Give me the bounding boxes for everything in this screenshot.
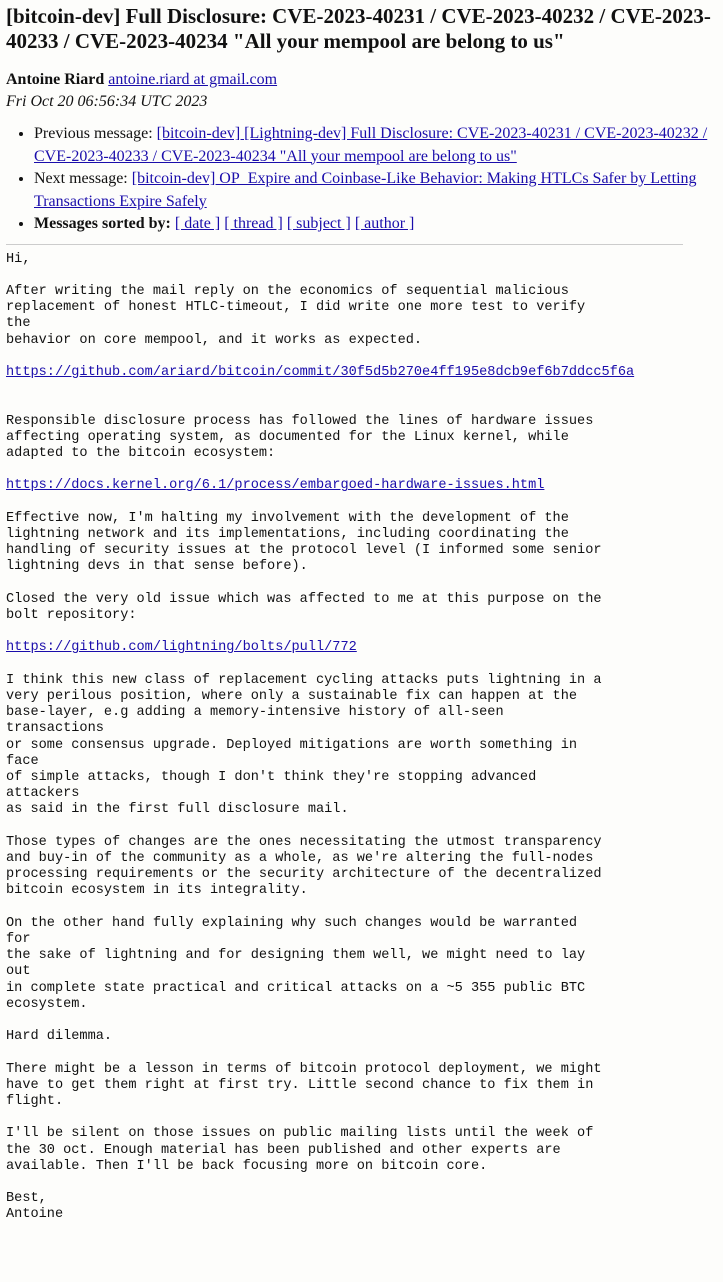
- body-paragraph-3: Effective now, I'm halting my involvement with the development of the lightning network and its implementations, including coordinating the handling of security issues at the protocol level (I informed some senior lightning devs in that sense before).: [6, 510, 602, 575]
- sort-options-item: [34, 213, 717, 236]
- sort-by-thread-link[interactable]: [ thread ]: [224, 215, 283, 232]
- header-divider: [6, 244, 683, 245]
- next-message-label: Next message:: [34, 170, 128, 187]
- sort-by-date-link[interactable]: [ date ]: [174, 215, 221, 232]
- previous-message-item: [34, 123, 717, 168]
- body-paragraph-6: Those types of changes are the ones necessitating the utmost transparency and buy-in of the community as a whole, as we're altering the full-nodes processing requirements or the security architecture of the decentralized bitcoin ecosystem in its integrality.: [6, 834, 602, 899]
- message-nav: [6, 123, 717, 236]
- body-paragraph-1: After writing the mail reply on the economics of sequential malicious replacement of honest HTLC-timeout, I did write one more test to verify the behavior on core mempool, and it works as expected.: [6, 283, 586, 348]
- author-name: Antoine Riard: [6, 71, 105, 88]
- previous-message-link[interactable]: [bitcoin-dev] [Lightning-dev] Full Disclosure: CVE-2023-40231 / CVE-2023-40232 / CVE-2023-40233 / CVE-2023-40234 "All your mempool are belong to us": [34, 125, 708, 165]
- body-link-bolts-pr[interactable]: https://github.com/lightning/bolts/pull/772: [6, 640, 357, 656]
- author-line: [6, 69, 717, 91]
- sort-label: Messages sorted by:: [34, 215, 171, 232]
- body-paragraph-7: On the other hand fully explaining why such changes would be warranted for the sake of lightning and for designing them well, we might need to lay out in complete state practical and critical attacks on a ~5 355 public BTC ecosystem.: [6, 915, 586, 1012]
- message-date: Fri Oct 20 06:56:34 UTC 2023: [6, 93, 208, 110]
- message-page: [0, 2, 723, 1224]
- page-title: [bitcoin-dev] Full Disclosure: CVE-2023-40231 / CVE-2023-40232 / CVE-2023-40233 / CVE-2023-40234 "All your mempool are belong to us": [6, 4, 711, 53]
- body-paragraph-2: Responsible disclosure process has followed the lines of hardware issues affecting operating system, as documented for the Linux kernel, while adapted to the bitcoin ecosystem:: [6, 413, 594, 461]
- next-message-link[interactable]: [bitcoin-dev] OP_Expire and Coinbase-Like Behavior: Making HTLCs Safer by Letting Transactions Expire Safely: [34, 170, 697, 210]
- sort-by-author-link[interactable]: [ author ]: [354, 215, 415, 232]
- body-paragraph-10: I'll be silent on those issues on public mailing lists until the week of the 30 oct. Enough material has been published and other experts are available. Then I'll be back focusing more on bitcoin core.: [6, 1126, 594, 1174]
- author-email-link[interactable]: antoine.riard at gmail.com: [108, 71, 278, 88]
- message-body: [6, 252, 717, 1224]
- body-greeting: Hi,: [6, 251, 31, 267]
- previous-message-label: Previous message:: [34, 125, 153, 142]
- body-paragraph-8: Hard dilemma.: [6, 1029, 113, 1045]
- body-paragraph-5: I think this new class of replacement cycling attacks puts lightning in a very perilous position, where only a sustainable fix can happen at the base-layer, e.g adding a memory-intensive history of all-seen transactions or some consensus upgrade. Deployed mitigations are worth something in face of simple attacks, though I don't think they're stopping advanced attackers as said in the first full disclosure mail.: [6, 672, 602, 818]
- body-link-commit[interactable]: https://github.com/ariard/bitcoin/commit/30f5d5b270e4ff195e8dcb9ef6b7ddcc5f6a: [6, 364, 635, 380]
- sort-by-subject-link[interactable]: [ subject ]: [286, 215, 351, 232]
- body-paragraph-9: There might be a lesson in terms of bitcoin protocol deployment, we might have to get them right at first try. Little second chance to fix them in flight.: [6, 1061, 602, 1110]
- next-message-item: [34, 168, 717, 213]
- body-link-kernel-docs[interactable]: https://docs.kernel.org/6.1/process/embargoed-hardware-issues.html: [6, 478, 545, 494]
- body-paragraph-4: Closed the very old issue which was affected to me at this purpose on the bolt repository:: [6, 591, 602, 623]
- body-closing: Best, Antoine: [6, 1191, 64, 1223]
